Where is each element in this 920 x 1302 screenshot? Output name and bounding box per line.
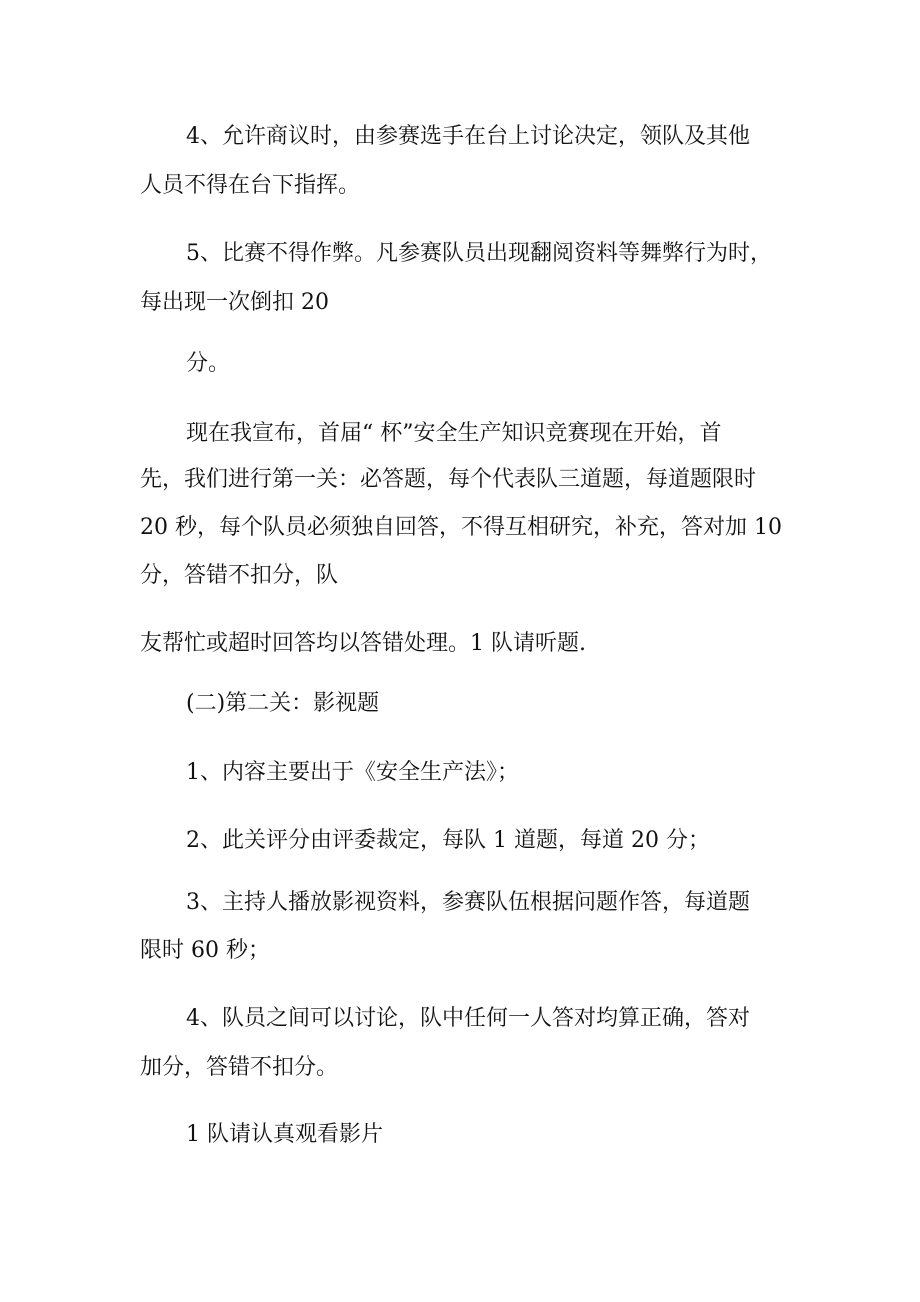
paragraph-score-deduction: 分。: [186, 351, 231, 376]
paragraph-announcement-line-4: 分，答错不扣分，队: [140, 563, 339, 588]
paragraph-round-two-rule-1: 1、内容主要出于《安全生产法》；: [186, 760, 519, 785]
paragraph-rule-5-line-2: 每出现一次倒扣 20: [140, 290, 329, 315]
paragraph-rule-4-line-2: 人员不得在台下指挥。: [140, 173, 361, 198]
paragraph-round-two-rule-3-line-2: 限时 60 秒；: [140, 938, 270, 963]
paragraph-announcement-line-1: 现在我宣布，首届“ 杯”安全生产知识竞赛现在开始，首: [186, 421, 722, 446]
paragraph-announcement-line-3: 20 秒，每个队员必须独自回答，不得互相研究，补充，答对加 10: [140, 515, 782, 540]
paragraph-first-question-call: 友帮忙或超时回答均以答错处理。1 队请听题.: [140, 631, 586, 656]
paragraph-watch-video-instruction: 1 队请认真观看影片: [186, 1122, 383, 1147]
section-heading-round-two: (二)第二关：影视题: [186, 691, 380, 716]
paragraph-round-two-rule-3-line-1: 3、主持人播放影视资料，参赛队伍根据问题作答，每道题: [186, 890, 750, 915]
paragraph-rule-5-line-1: 5、比赛不得作弊。凡参赛队员出现翻阅资料等舞弊行为时，: [186, 241, 772, 266]
paragraph-round-two-rule-2: 2、此关评分由评委裁定，每队 1 道题，每道 20 分；: [186, 828, 710, 853]
paragraph-round-two-rule-4-line-1: 4、队员之间可以讨论，队中任何一人答对均算正确，答对: [186, 1006, 750, 1031]
paragraph-rule-4-line-1: 4、允许商议时，由参赛选手在台上讨论决定，领队及其他: [186, 124, 750, 149]
paragraph-round-two-rule-4-line-2: 加分，答错不扣分。: [140, 1055, 339, 1080]
paragraph-announcement-line-2: 先，我们进行第一关：必答题，每个代表队三道题，每道题限时: [140, 467, 757, 492]
